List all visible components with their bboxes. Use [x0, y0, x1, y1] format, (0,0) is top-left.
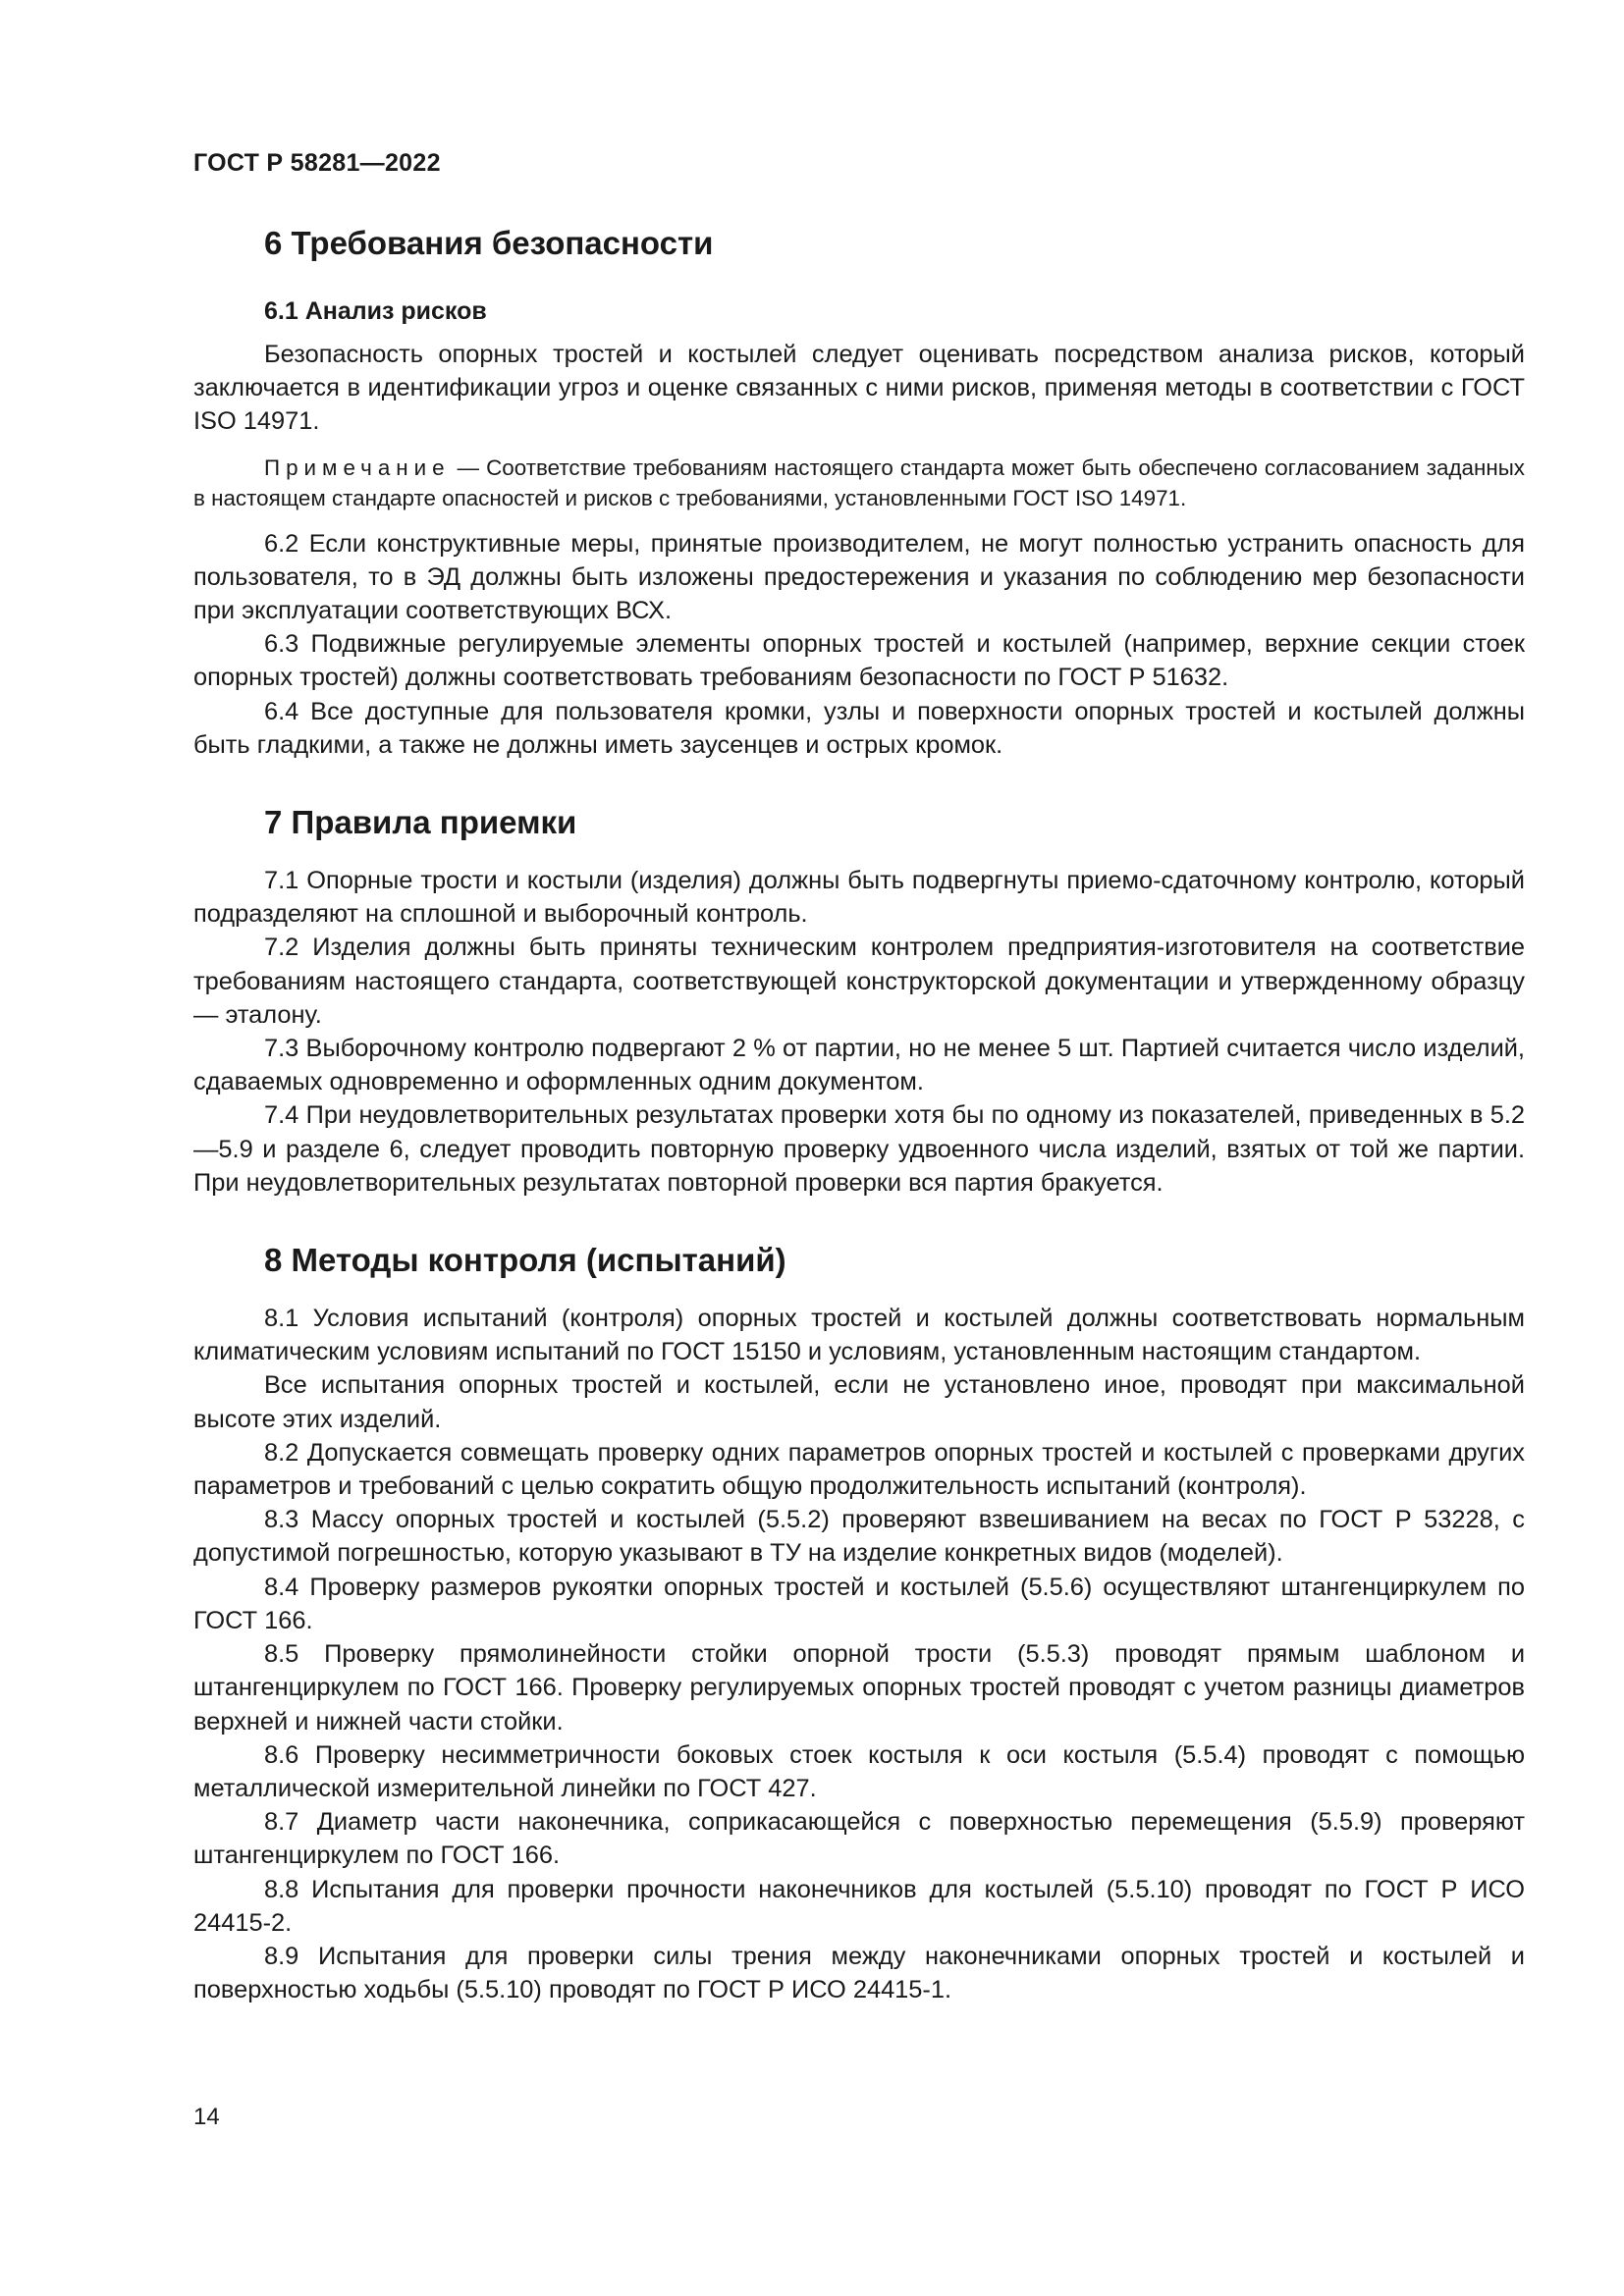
page-number: 14 [193, 2104, 220, 2130]
paragraph-8-1: 8.1 Условия испытаний (контроля) опорных тростей и костылей должны соответствовать нормальным климатическим условиям испытаний по ГОСТ 15150 и условиям, установленным настоящим стандартом. [193, 1305, 1525, 1366]
section-7-title: 7 Правила приемки [264, 804, 577, 841]
note-label: Примечание [264, 454, 451, 480]
paragraph-8-5: 8.5 Проверку прямолинейности стойки опорной трости (5.5.3) проводят прямым шаблоном и штангенциркулем по ГОСТ 166. Проверку регулируемых опорных тростей проводят с учетом разницы диаметров верхней и нижней части стойки. [193, 1640, 1525, 1735]
paragraph-7-1: 7.1 Опорные трости и костыли (изделия) должны быть подвергнуты приемо-сдаточному контролю, который подразделяют на сплошной и выборочный контроль. [193, 867, 1525, 929]
note-text: — Соответствие требованиям настоящего стандарта может быть обеспечено согласованием заданных в настоящем стандарте опасностей и рисков с требованиями, установленными ГОСТ ISO 14971. [193, 454, 1525, 510]
paragraph-7-4: 7.4 При неудовлетворительных результатах проверки хотя бы по одному из показателей, приведенных в 5.2—5.9 и разделе 6, следует проводить повторную проверку удвоенного числа изделий, взятых от той же партии. При неудовлетворительных результатах повторной проверки вся партия бракуется. [193, 1101, 1525, 1197]
paragraph-8-3: 8.3 Массу опорных тростей и костылей (5.5.2) проверяют взвешиванием на весах по ГОСТ Р 53228, с допустимой погрешностью, которую указывают в ТУ на изделие конкретных видов (моделей). [193, 1506, 1525, 1568]
paragraph-6-4: 6.4 Все доступные для пользователя кромки, узлы и поверхности опорных тростей и костылей должны быть гладкими, а также не должны иметь заусенцев и острых кромок. [193, 697, 1525, 759]
paragraph-8-6: 8.6 Проверку несимметричности боковых стоек костыля к оси костыля (5.5.4) проводят с помощью металлической измерительной линейки по ГОСТ 427. [193, 1740, 1525, 1802]
subsection-6-1-title: 6.1 Анализ рисков [264, 297, 487, 325]
paragraph-8-8: 8.8 Испытания для проверки прочности наконечников для костылей (5.5.10) проводят по ГОСТ Р ИСО 24415-2. [193, 1875, 1525, 1937]
paragraph-6-2: 6.2 Если конструктивные меры, принятые производителем, не могут полностью устранить опасность для пользователя, то в ЭД должны быть изложены предостережения и указания по соблюдению мер безопасности при эксплуатации соответствующих ВСХ. [193, 529, 1525, 625]
paragraph-7-2: 7.2 Изделия должны быть приняты техническим контролем предприятия-изготовителя на соответствие требованиям настоящего стандарта, соответствующей конструкторской документации и утвержденному образцу — эталону. [193, 934, 1525, 1029]
paragraph-8-7: 8.7 Диаметр части наконечника, соприкасающейся с поверхностью перемещения (5.5.9) проверяют штангенциркулем по ГОСТ 166. [193, 1808, 1525, 1870]
paragraph-8-2: 8.2 Допускается совмещать проверку одних параметров опорных тростей и костылей с проверками других параметров и требований с целью сократить общую продолжительность испытаний (контроля). [193, 1438, 1525, 1501]
document-code: ГОСТ Р 58281—2022 [193, 149, 441, 177]
paragraph-8-1-b: Все испытания опорных тростей и костылей, если не установлено иное, проводят при максимальной высоте этих изделий. [193, 1371, 1525, 1433]
paragraph-8-4: 8.4 Проверку размеров рукоятки опорных тростей и костылей (5.5.6) осуществляют штангенциркулем по ГОСТ 166. [193, 1573, 1525, 1634]
paragraph-6-1: Безопасность опорных тростей и костылей следует оценивать посредством анализа рисков, который заключается в идентификации угроз и оценке связанных с ними рисков, применяя методы в соответствии с ГОСТ ISO 14971. [193, 341, 1525, 436]
paragraph-7-3: 7.3 Выборочному контролю подвергают 2 % от партии, но не менее 5 шт. Партией считается число изделий, сдаваемых одновременно и оформленных одним документом. [193, 1035, 1525, 1096]
section-8-title: 8 Методы контроля (испытаний) [264, 1242, 786, 1279]
section-6-title: 6 Требования безопасности [264, 225, 714, 261]
paragraph-6-3: 6.3 Подвижные регулируемые элементы опорных тростей и костылей (например, верхние секции стоек опорных тростей) должны соответствовать требованиям безопасности по ГОСТ Р 51632. [193, 630, 1525, 692]
document-page [193, 0, 1525, 2296]
page-content [193, 222, 1525, 2006]
paragraph-8-9: 8.9 Испытания для проверки силы трения между наконечниками опорных тростей и костылей и поверхностью ходьбы (5.5.10) проводят по ГОСТ Р ИСО 24415-1. [193, 1942, 1525, 2004]
note [193, 453, 1525, 513]
